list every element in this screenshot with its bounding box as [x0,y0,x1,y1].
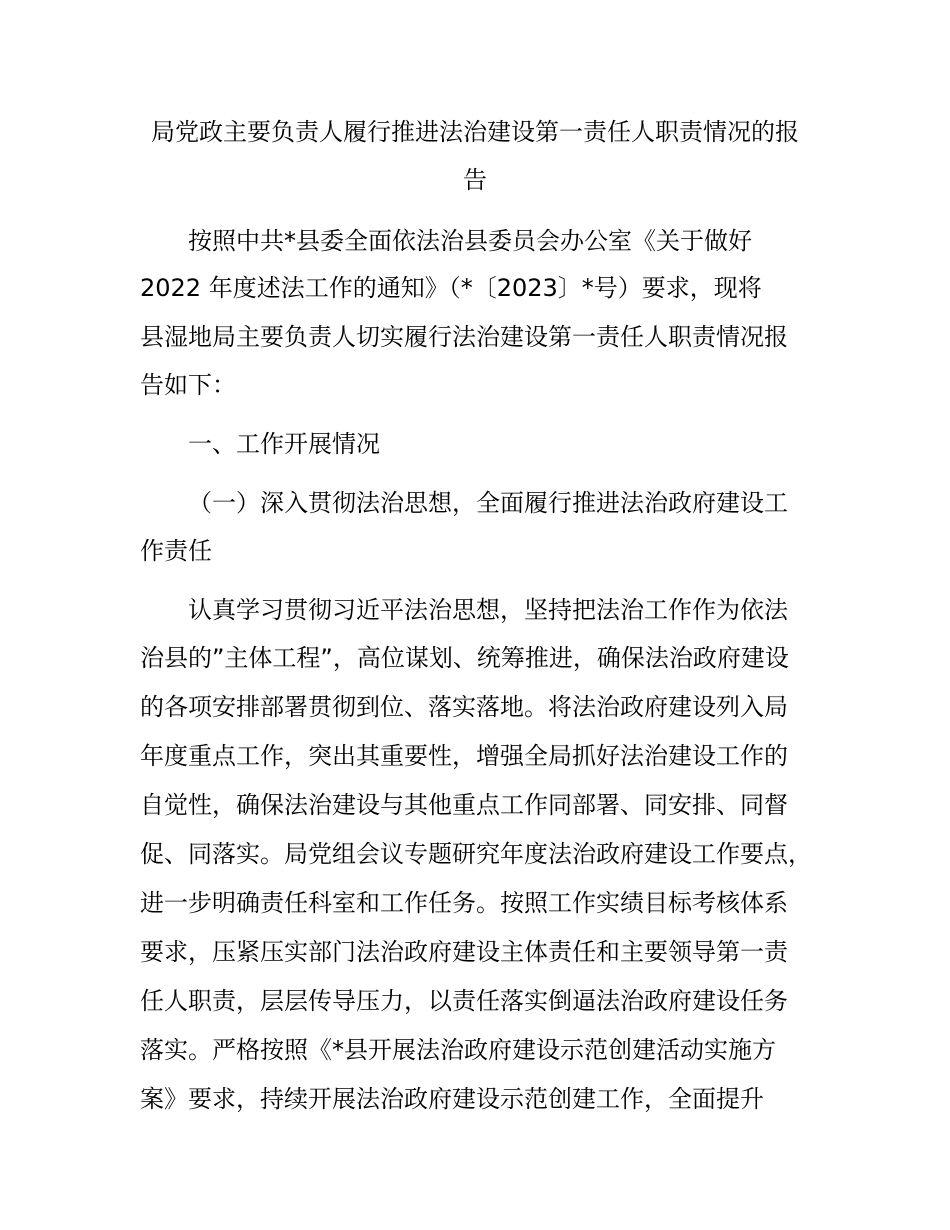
intro-line-3: 县湿地局主要负责人切实履行法治建设第一责任人职责情况报 [140,323,788,351]
paragraph-line-4: 年度重点工作，突出其重要性，增强全局抓好法治建设工作的 [140,742,788,770]
subsection-heading-line-2: 作责任 [140,537,212,565]
paragraph-line-3: 的各项安排部署贯彻到位、落实落地。将法治政府建设列入局 [140,693,788,721]
paragraph-line-11: 案》要求，持续开展法治政府建设示范创建工作，全面提升 [140,1085,764,1113]
paragraph-line-1: 认真学习贯彻习近平法治思想，坚持把法治工作作为依法 [188,596,788,624]
intro-line-2: 2022 年度述法工作的通知》（*〔2023〕*号）要求，现将 [140,274,762,302]
intro-line-4: 告如下： [140,371,236,399]
subsection-heading-line-1: （一）深入贯彻法治思想，全面履行推进法治政府建设工 [188,489,788,517]
paragraph-line-5: 自觉性，确保法治建设与其他重点工作同部署、同安排、同督 [140,791,788,819]
document-title-line-2: 告 [463,166,487,194]
paragraph-line-2: 治县的”主体工程”，高位谋划、统筹推进，确保法治政府建设 [140,644,789,672]
document-title-line-1: 局党政主要负责人履行推进法治建设第一责任人职责情况的报 [151,118,799,146]
paragraph-line-6: 促、同落实。局党组会议专题研究年度法治政府建设工作要点， [140,840,812,868]
paragraph-line-8: 要求，压紧压实部门法治政府建设主体责任和主要领导第一责 [140,938,788,966]
paragraph-line-9: 任人职责，层层传导压力，以责任落实倒逼法治政府建设任务 [140,987,788,1015]
paragraph-line-7: 进一步明确责任科室和工作任务。按照工作实绩目标考核体系 [140,889,788,917]
intro-line-1: 按照中共*县委全面依法治县委员会办公室《关于做好 [188,227,752,255]
paragraph-line-10: 落实。严格按照《*县开展法治政府建设示范创建活动实施方 [140,1036,776,1064]
section-heading: 一、工作开展情况 [188,430,380,458]
